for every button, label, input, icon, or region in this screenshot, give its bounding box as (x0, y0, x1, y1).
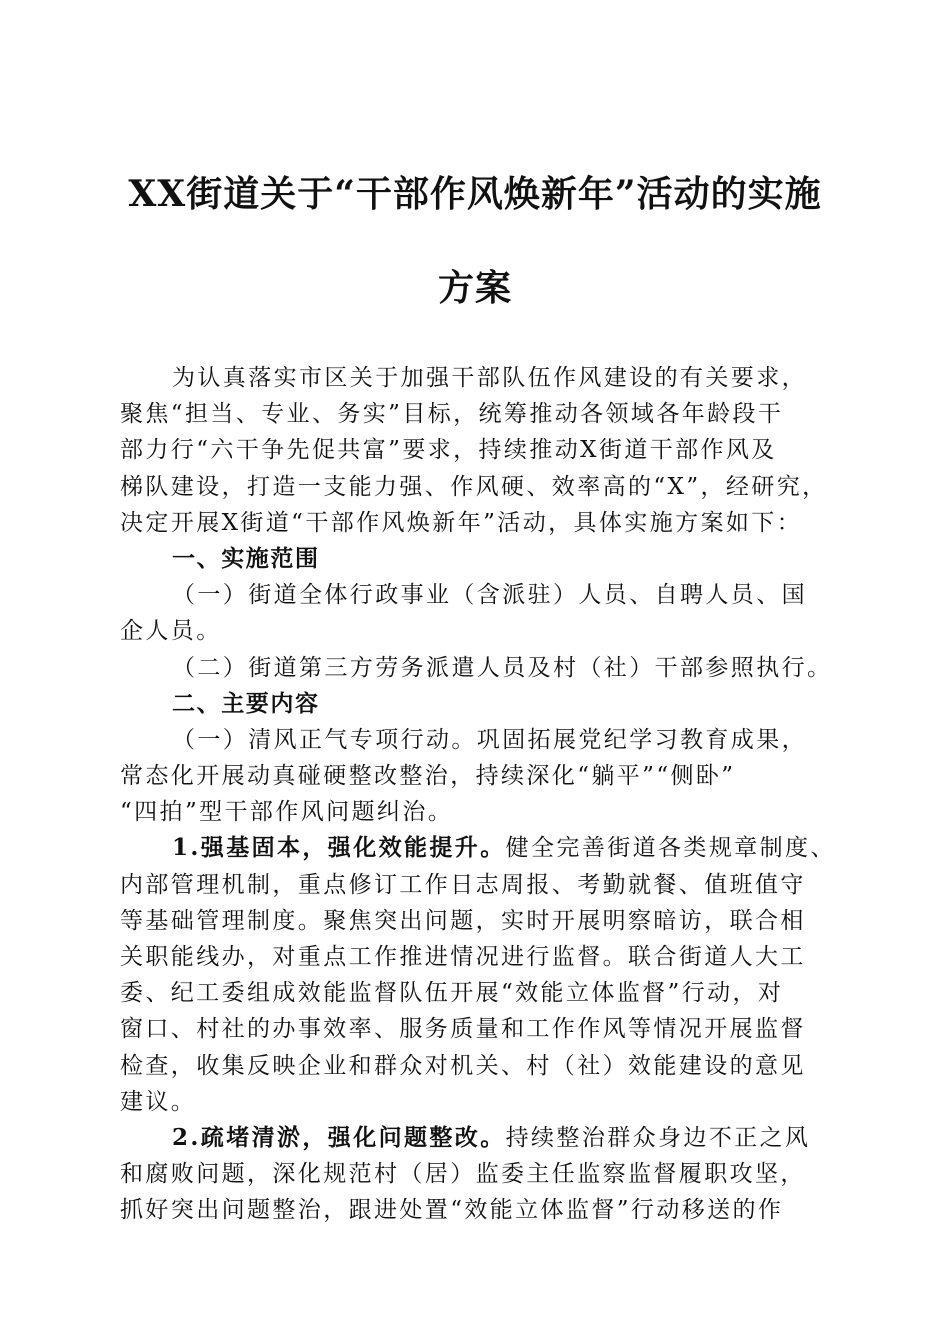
content-line: （一）清风正气专项行动。巩固拓展党纪学习教育成果， (172, 726, 807, 753)
scope-item-line: （二）街道第三方劳务派遣人员及村（社）干部参照执行。 (172, 654, 833, 681)
subsection-1-line (120, 830, 836, 866)
content-line: 常态化开展动真碰硬整改整治，持续深化“躺平”“侧卧” (120, 763, 736, 790)
intro-line: 梯队建设，打造一支能力强、作风硬、效率高的“X”，经研究， (120, 473, 828, 500)
subsection-1-line: 窗口、村社的办事效率、服务质量和工作作风等情况开展监督 (120, 1016, 806, 1043)
subsection-2-line: 和腐败问题，深化规范村（居）监委主任监察监督履职攻坚， (120, 1161, 806, 1188)
subsection-1-line: 检查，收集反映企业和群众对机关、村（社）效能建设的意见 (120, 1052, 806, 1079)
subsection-1-line: 等基础管理制度。聚焦突出问题，实时开展明察暗访，联合相 (120, 907, 806, 934)
document-body (120, 360, 836, 1229)
scope-item-line: 企人员。 (120, 618, 222, 645)
subsection-2-line (120, 1120, 832, 1156)
intro-line: 聚焦“担当、专业、务实”目标，统筹推动各领域各年龄段干 (120, 401, 784, 428)
subsection-1-line: 建议。 (120, 1088, 197, 1115)
subsection-1-line: 内部管理机制，重点修订工作日志周报、考勤就餐、值班值守 (120, 871, 806, 898)
subsection-2-lead: 2.疏堵清淤，强化问题整改。 (172, 1123, 506, 1151)
subsection-2-line: 抓好突出问题整治，跟进处置“效能立体监督”行动移送的作 (120, 1197, 784, 1224)
intro-line: 部力行“六干争先促共富”要求，持续推动X街道干部作风及 (120, 437, 777, 464)
intro-line: 决定开展X街道“干部作风焕新年”活动，具体实施方案如下： (120, 509, 803, 536)
document-title-line-1: XX街道关于“干部作风焕新年”活动的实施 (128, 173, 822, 215)
section-heading-content: 二、主要内容 (172, 690, 320, 717)
intro-line: 为认真落实市区关于加强干部队伍作风建设的有关要求， (172, 365, 807, 391)
subsection-1-line: 关职能线办，对重点工作推进情况进行监督。联合街道人大工 (120, 944, 806, 970)
subsection-1-line: 委、纪工委组成效能监督队伍开展“效能立体监督”行动，对 (120, 980, 784, 1007)
subsection-1-text: 健全完善街道各类规章制度、 (505, 835, 836, 862)
section-heading-scope: 一、实施范围 (172, 545, 320, 572)
content-line: “四拍”型干部作风问题纠治。 (120, 799, 454, 826)
subsection-1-lead: 1.强基固本，强化效能提升。 (172, 834, 506, 862)
scope-item-line: （一）街道全体行政事业（含派驻）人员、自聘人员、国 (172, 582, 807, 609)
document-title-line-2: 方案 (437, 267, 512, 309)
subsection-2-text: 持续整治群众身边不正之风 (505, 1124, 811, 1151)
